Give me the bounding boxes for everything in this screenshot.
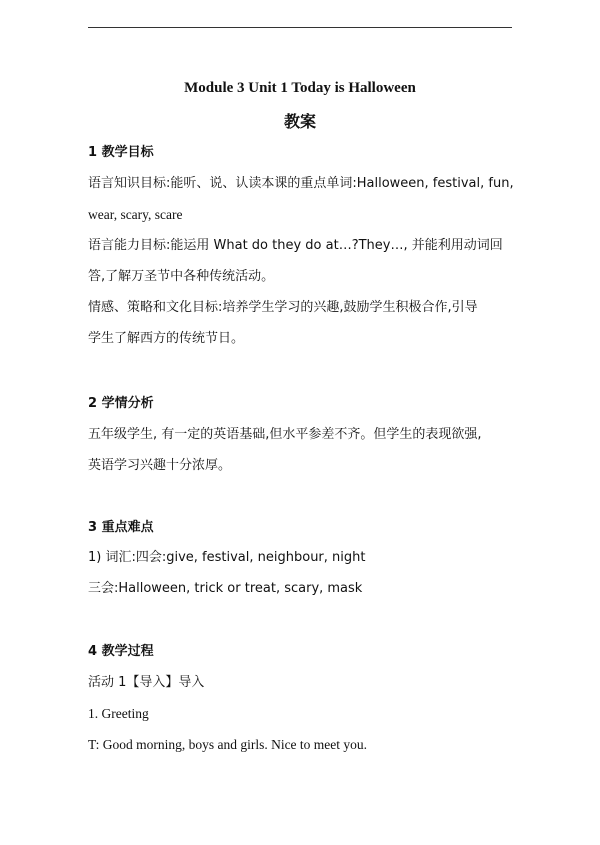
paragraph-line: 三会:Halloween, trick or treat, scary, mask [88, 581, 363, 596]
section-heading-teaching-goals: 1 教学目标 [88, 145, 154, 160]
paragraph-line: 语言能力目标:能运用 What do they do at…?They…, 并能利用动词回 [88, 238, 503, 253]
paragraph-line: 1. Greeting [88, 706, 149, 721]
header-rule [88, 27, 512, 28]
paragraph-line: 五年级学生, 有一定的英语基础,但水平参差不齐。但学生的表现欲强, [88, 427, 482, 442]
paragraph-line: T: Good morning, boys and girls. Nice to meet you. [88, 737, 368, 752]
document-subtitle: 教案 [283, 112, 316, 131]
paragraph-line: 活动 1【导入】导入 [88, 675, 205, 690]
paragraph-line: 英语学习兴趣十分浓厚。 [88, 458, 232, 473]
section-heading-key-points: 3 重点难点 [88, 520, 154, 535]
document-title: Module 3 Unit 1 Today is Halloween [184, 80, 416, 96]
section-heading-learner-analysis: 2 学情分析 [88, 396, 154, 411]
paragraph-line: 1) 词汇:四会:give, festival, neighbour, night [88, 550, 366, 565]
paragraph-line: 学生了解西方的传统节日。 [88, 331, 245, 346]
paragraph-line: 语言知识目标:能听、说、认读本课的重点单词:Halloween, festival, fun, [88, 176, 514, 191]
section-heading-teaching-process: 4 教学过程 [88, 644, 154, 659]
paragraph-line: 情感、策略和文化目标:培养学生学习的兴趣,鼓励学生积极合作,引导 [88, 300, 478, 315]
paragraph-line: 答,了解万圣节中各种传统活动。 [88, 269, 275, 284]
paragraph-line: wear, scary, scare [88, 207, 183, 222]
